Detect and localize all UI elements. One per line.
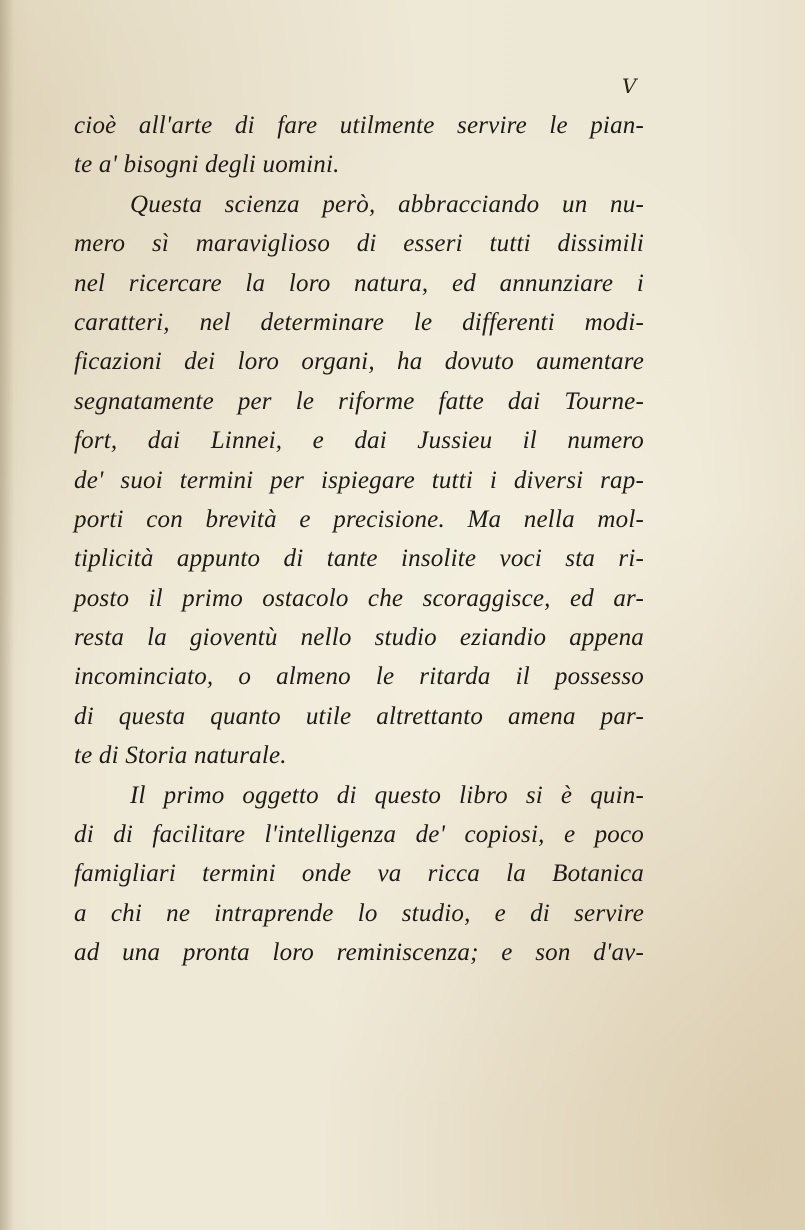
- text-line: fort, dai Linnei, e dai Jussieu il numero: [74, 427, 644, 455]
- text-line: te di Storia naturale.: [74, 742, 287, 770]
- text-line: te a' bisogni degli uomini.: [74, 151, 340, 179]
- text-line: di di facilitare l'intelligenza de' copiosi, e poco: [74, 821, 644, 849]
- text-line: famigliari termini onde va ricca la Botanica: [74, 860, 644, 888]
- text-line: a chi ne intraprende lo studio, e di servire: [74, 899, 644, 927]
- text-line: ad una pronta loro reminiscenza; e son d'av-: [74, 939, 644, 967]
- text-line: porti con brevità e precisione. Ma nella mol-: [74, 505, 644, 533]
- text-line: incominciato, o almeno le ritarda il possesso: [74, 663, 644, 691]
- text-line: resta la gioventù nello studio eziandio appena: [74, 624, 644, 652]
- text-line: mero sì maraviglioso di esseri tutti dissimili: [74, 230, 644, 258]
- text-line: cioè all'arte di fare utilmente servire le pian-: [74, 112, 644, 139]
- text-line: Questa scienza però, abbracciando un nu-: [130, 190, 644, 218]
- text-line: de' suoi termini per ispiegare tutti i diversi rap-: [74, 466, 644, 494]
- text-line: posto il primo ostacolo che scoraggisce, ed ar-: [74, 584, 644, 612]
- text-line: nel ricercare la loro natura, ed annunziare i: [74, 269, 644, 297]
- text-line: ficazioni dei loro organi, ha dovuto aumentare: [74, 348, 644, 376]
- text-line: segnatamente per le riforme fatte dai Tourne-: [74, 387, 644, 415]
- text-line: caratteri, nel determinare le differenti modi-: [74, 308, 644, 336]
- text-line: di questa quanto utile altrettanto amena par-: [74, 702, 644, 730]
- page-spine-shadow: [0, 0, 14, 1230]
- text-line: tiplicità appunto di tante insolite voci sta ri-: [74, 545, 644, 573]
- body-text: [74, 106, 644, 973]
- text-line: Il primo oggetto di questo libro si è quin-: [130, 781, 644, 809]
- page-number: V: [622, 74, 637, 98]
